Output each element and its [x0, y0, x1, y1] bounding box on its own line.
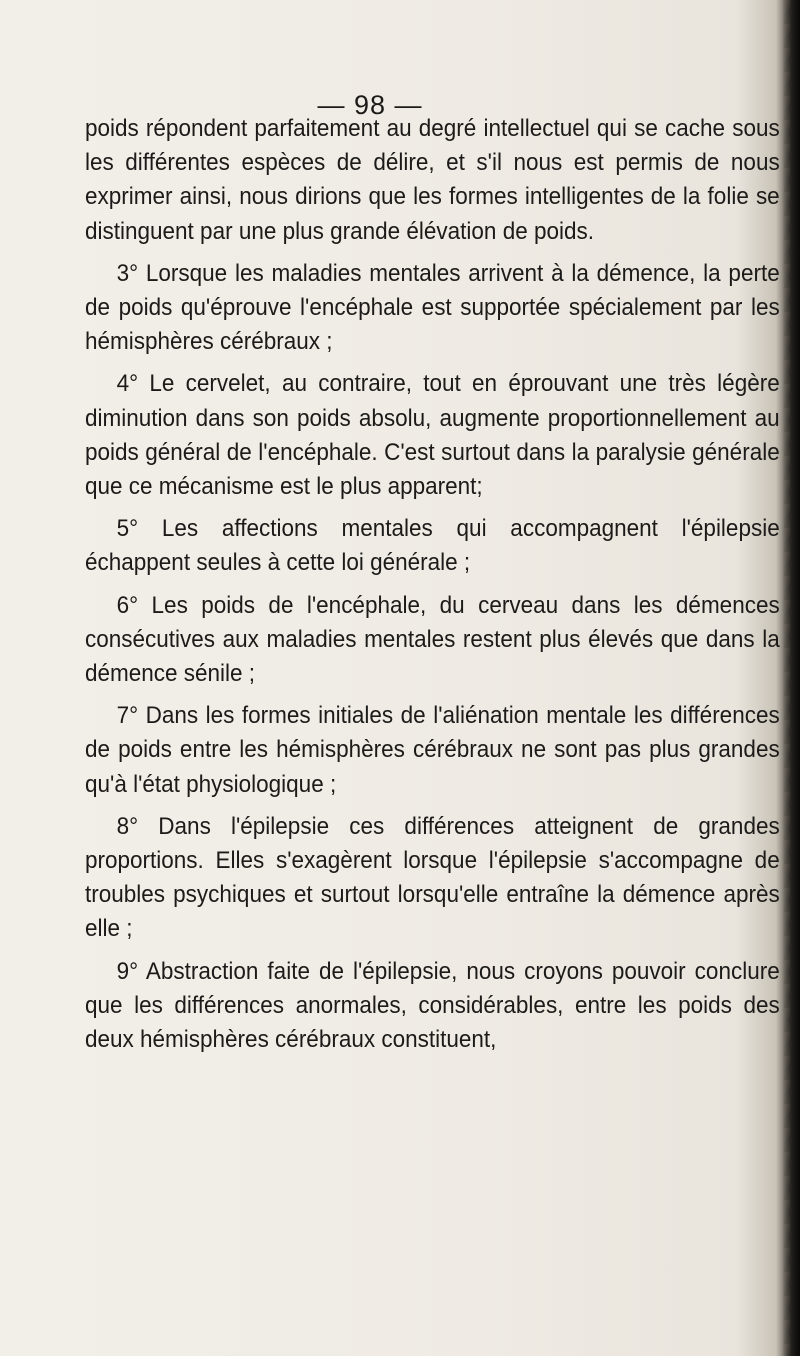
paragraph-item-8: 8° Dans l'épilepsie ces différences atteignent de grandes proportions. Elles s'exagèrent lorsque l'épilepsie s'accompagne de troubles psychiques et surtout lorsqu'elle entraîne la démence après elle ;	[85, 812, 780, 943]
page-number: — 98 —	[317, 90, 423, 120]
body-text	[85, 112, 780, 1065]
paragraph-continuation: poids répondent parfaitement au degré intellectuel qui se cache sous les différentes espèces de délire, et s'il nous est permis de nous exprimer ainsi, nous dirions que les formes intelligentes de la folie se distinguent par une plus grande élévation de poids.	[85, 115, 780, 245]
paragraph-item-5: 5° Les affections mentales qui accompagnent l'épilepsie échappent seules à cette loi générale ;	[85, 515, 780, 577]
paragraph-item-6: 6° Les poids de l'encéphale, du cerveau dans les démences consécutives aux maladies mentales restent plus élevés que dans la démence sénile ;	[85, 591, 780, 688]
paragraph-item-3: 3° Lorsque les maladies mentales arrivent à la démence, la perte de poids qu'éprouve l'encéphale est supportée spécialement par les hémisphères cérébraux ;	[85, 259, 780, 356]
paragraph-item-4: 4° Le cervelet, au contraire, tout en éprouvant une très légère diminution dans son poids absolu, augmente proportionnellement au poids général de l'encéphale. C'est surtout dans la paralysie générale que ce mécanisme est le plus apparent;	[85, 370, 780, 501]
paragraph-item-9: 9° Abstraction faite de l'épilepsie, nous croyons pouvoir conclure que les différences anormales, considérables, entre les poids des deux hémisphères cérébraux constituent,	[85, 957, 780, 1054]
page-edge-texture	[784, 0, 790, 1356]
paragraph-item-7: 7° Dans les formes initiales de l'aliénation mentale les différences de poids entre les hémisphères cérébraux ne sont pas plus grandes qu'à l'état physiologique ;	[85, 702, 780, 798]
